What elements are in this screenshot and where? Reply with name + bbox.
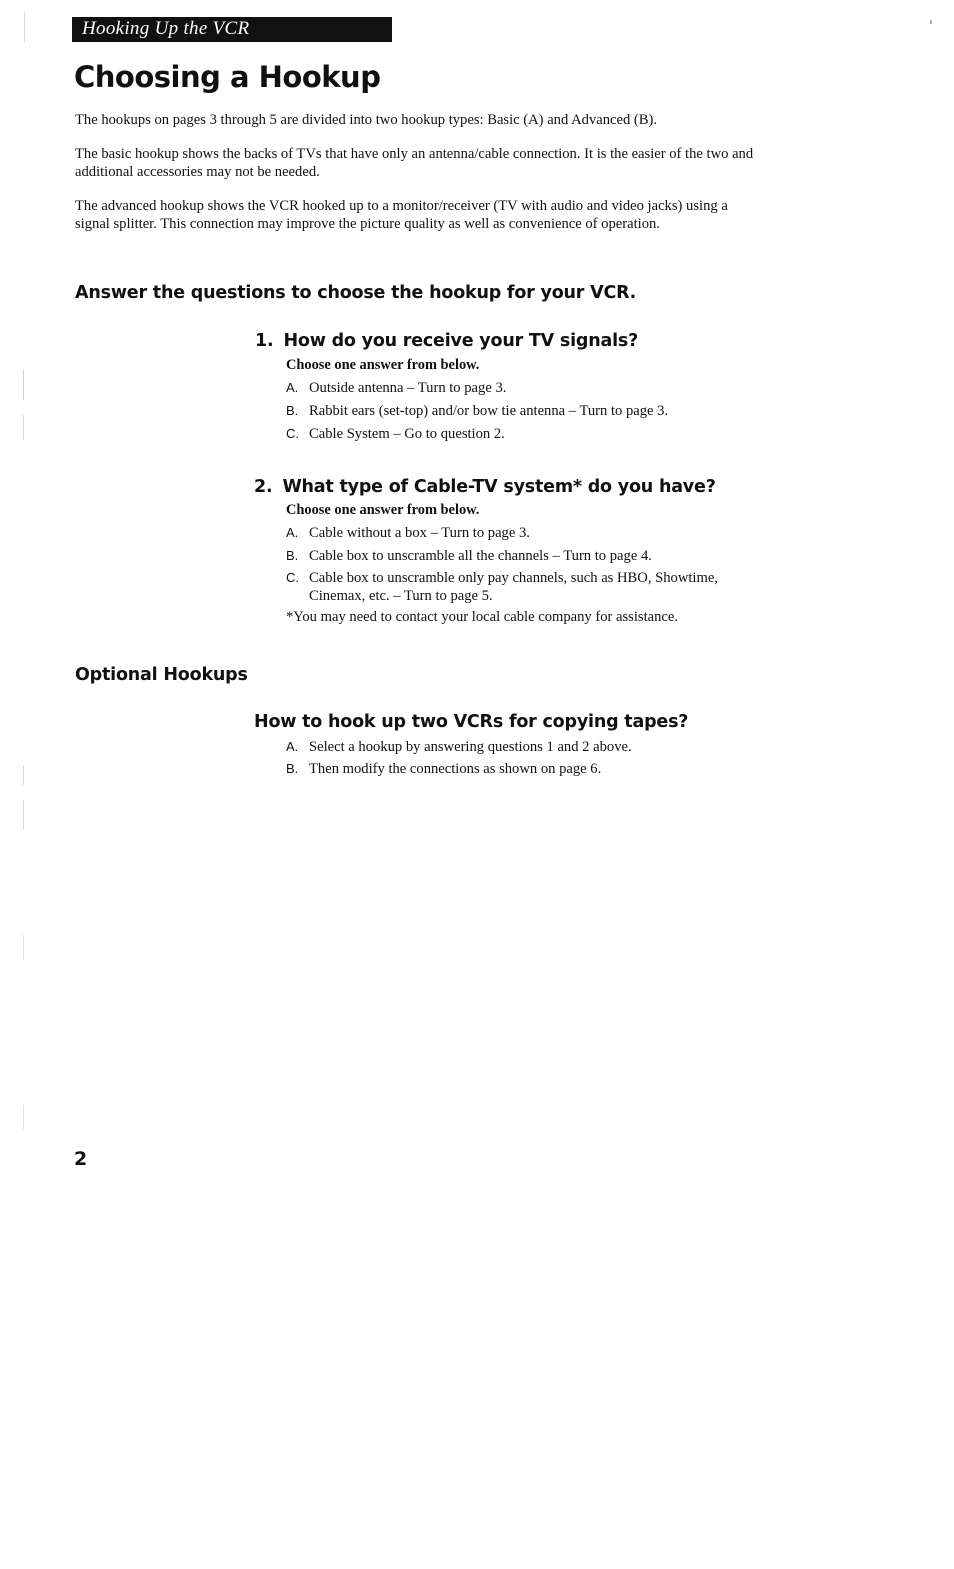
optional-hookups-heading: Optional Hookups [75,665,248,685]
page-number: 2 [74,1148,88,1170]
questions-section-heading: Answer the questions to choose the hookup for your VCR. [75,283,637,303]
intro-paragraph-basic: The basic hookup shows the backs of TVs that have only an antenna/cable connection. It is the easier of the two and additional accessories may not be needed. [75,146,754,180]
question-2-heading [254,477,716,497]
question-1-answer-a [286,379,756,397]
answer-letter: B. [286,548,299,563]
question-1-heading [255,331,638,351]
answer-text: Select a hookup by answering questions 1 and 2 above. [309,739,632,755]
answer-text: Then modify the connections as shown on page 6. [309,761,602,777]
answer-letter: C. [286,426,299,441]
scan-artifact [930,20,932,24]
copy-tapes-answer-b [286,760,756,778]
section-banner-label: Hooking Up the VCR [82,18,250,39]
answer-text: Rabbit ears (set-top) and/or bow tie antenna – Turn to page 3. [309,403,669,419]
question-2-answer-a [286,524,756,542]
question-1-instruction: Choose one answer from below. [286,357,480,373]
question-1-answer-c [286,425,756,443]
answer-text: Outside antenna – Turn to page 3. [309,380,507,396]
scan-artifact [23,935,24,960]
intro-paragraph-advanced: The advanced hookup shows the VCR hooked up to a monitor/receiver (TV with audio and video jacks) using a signal splitter. This connection may improve the picture quality as well as convenience of operation. [75,198,728,232]
answer-letter: B. [286,403,299,418]
question-1-number: 1. [255,331,274,351]
copy-tapes-answer-a [286,738,756,756]
answer-letter: A. [286,739,299,754]
cable-footnote: *You may need to contact your local cable company for assistance. [286,609,679,625]
section-banner [72,17,392,42]
answer-letter: A. [286,525,299,540]
answer-text: Cable System – Go to question 2. [309,426,505,442]
question-2-instruction: Choose one answer from below. [286,502,480,518]
intro-paragraph-hookup-types: The hookups on pages 3 through 5 are divided into two hookup types: Basic (A) and Advanced (B). [75,112,658,128]
question-1-title: How do you receive your TV signals? [283,331,639,351]
answer-letter: B. [286,761,299,776]
scan-artifact [23,765,24,785]
question-2-title: What type of Cable-TV system* do you have? [282,477,716,497]
answer-text: Cable without a box – Turn to page 3. [309,525,530,541]
answer-text: Cable box to unscramble only pay channels, such as HBO, Showtime, Cinemax, etc. – Turn to page 5. [309,570,718,604]
question-1-answer-b [286,402,756,420]
scan-artifact [24,12,25,42]
scan-artifact [23,370,24,400]
scan-artifact [23,415,24,440]
question-2-number: 2. [254,477,273,497]
page-title: Choosing a Hookup [74,60,381,94]
answer-letter: C. [286,570,299,585]
answer-letter: A. [286,380,299,395]
copy-tapes-question-heading: How to hook up two VCRs for copying tapes? [254,712,689,732]
question-2-answer-c [286,569,746,605]
answer-text: Cable box to unscramble all the channels – Turn to page 4. [309,548,652,564]
scan-artifact [23,800,24,830]
scan-artifact [23,1105,24,1130]
question-2-answer-b [286,547,756,565]
